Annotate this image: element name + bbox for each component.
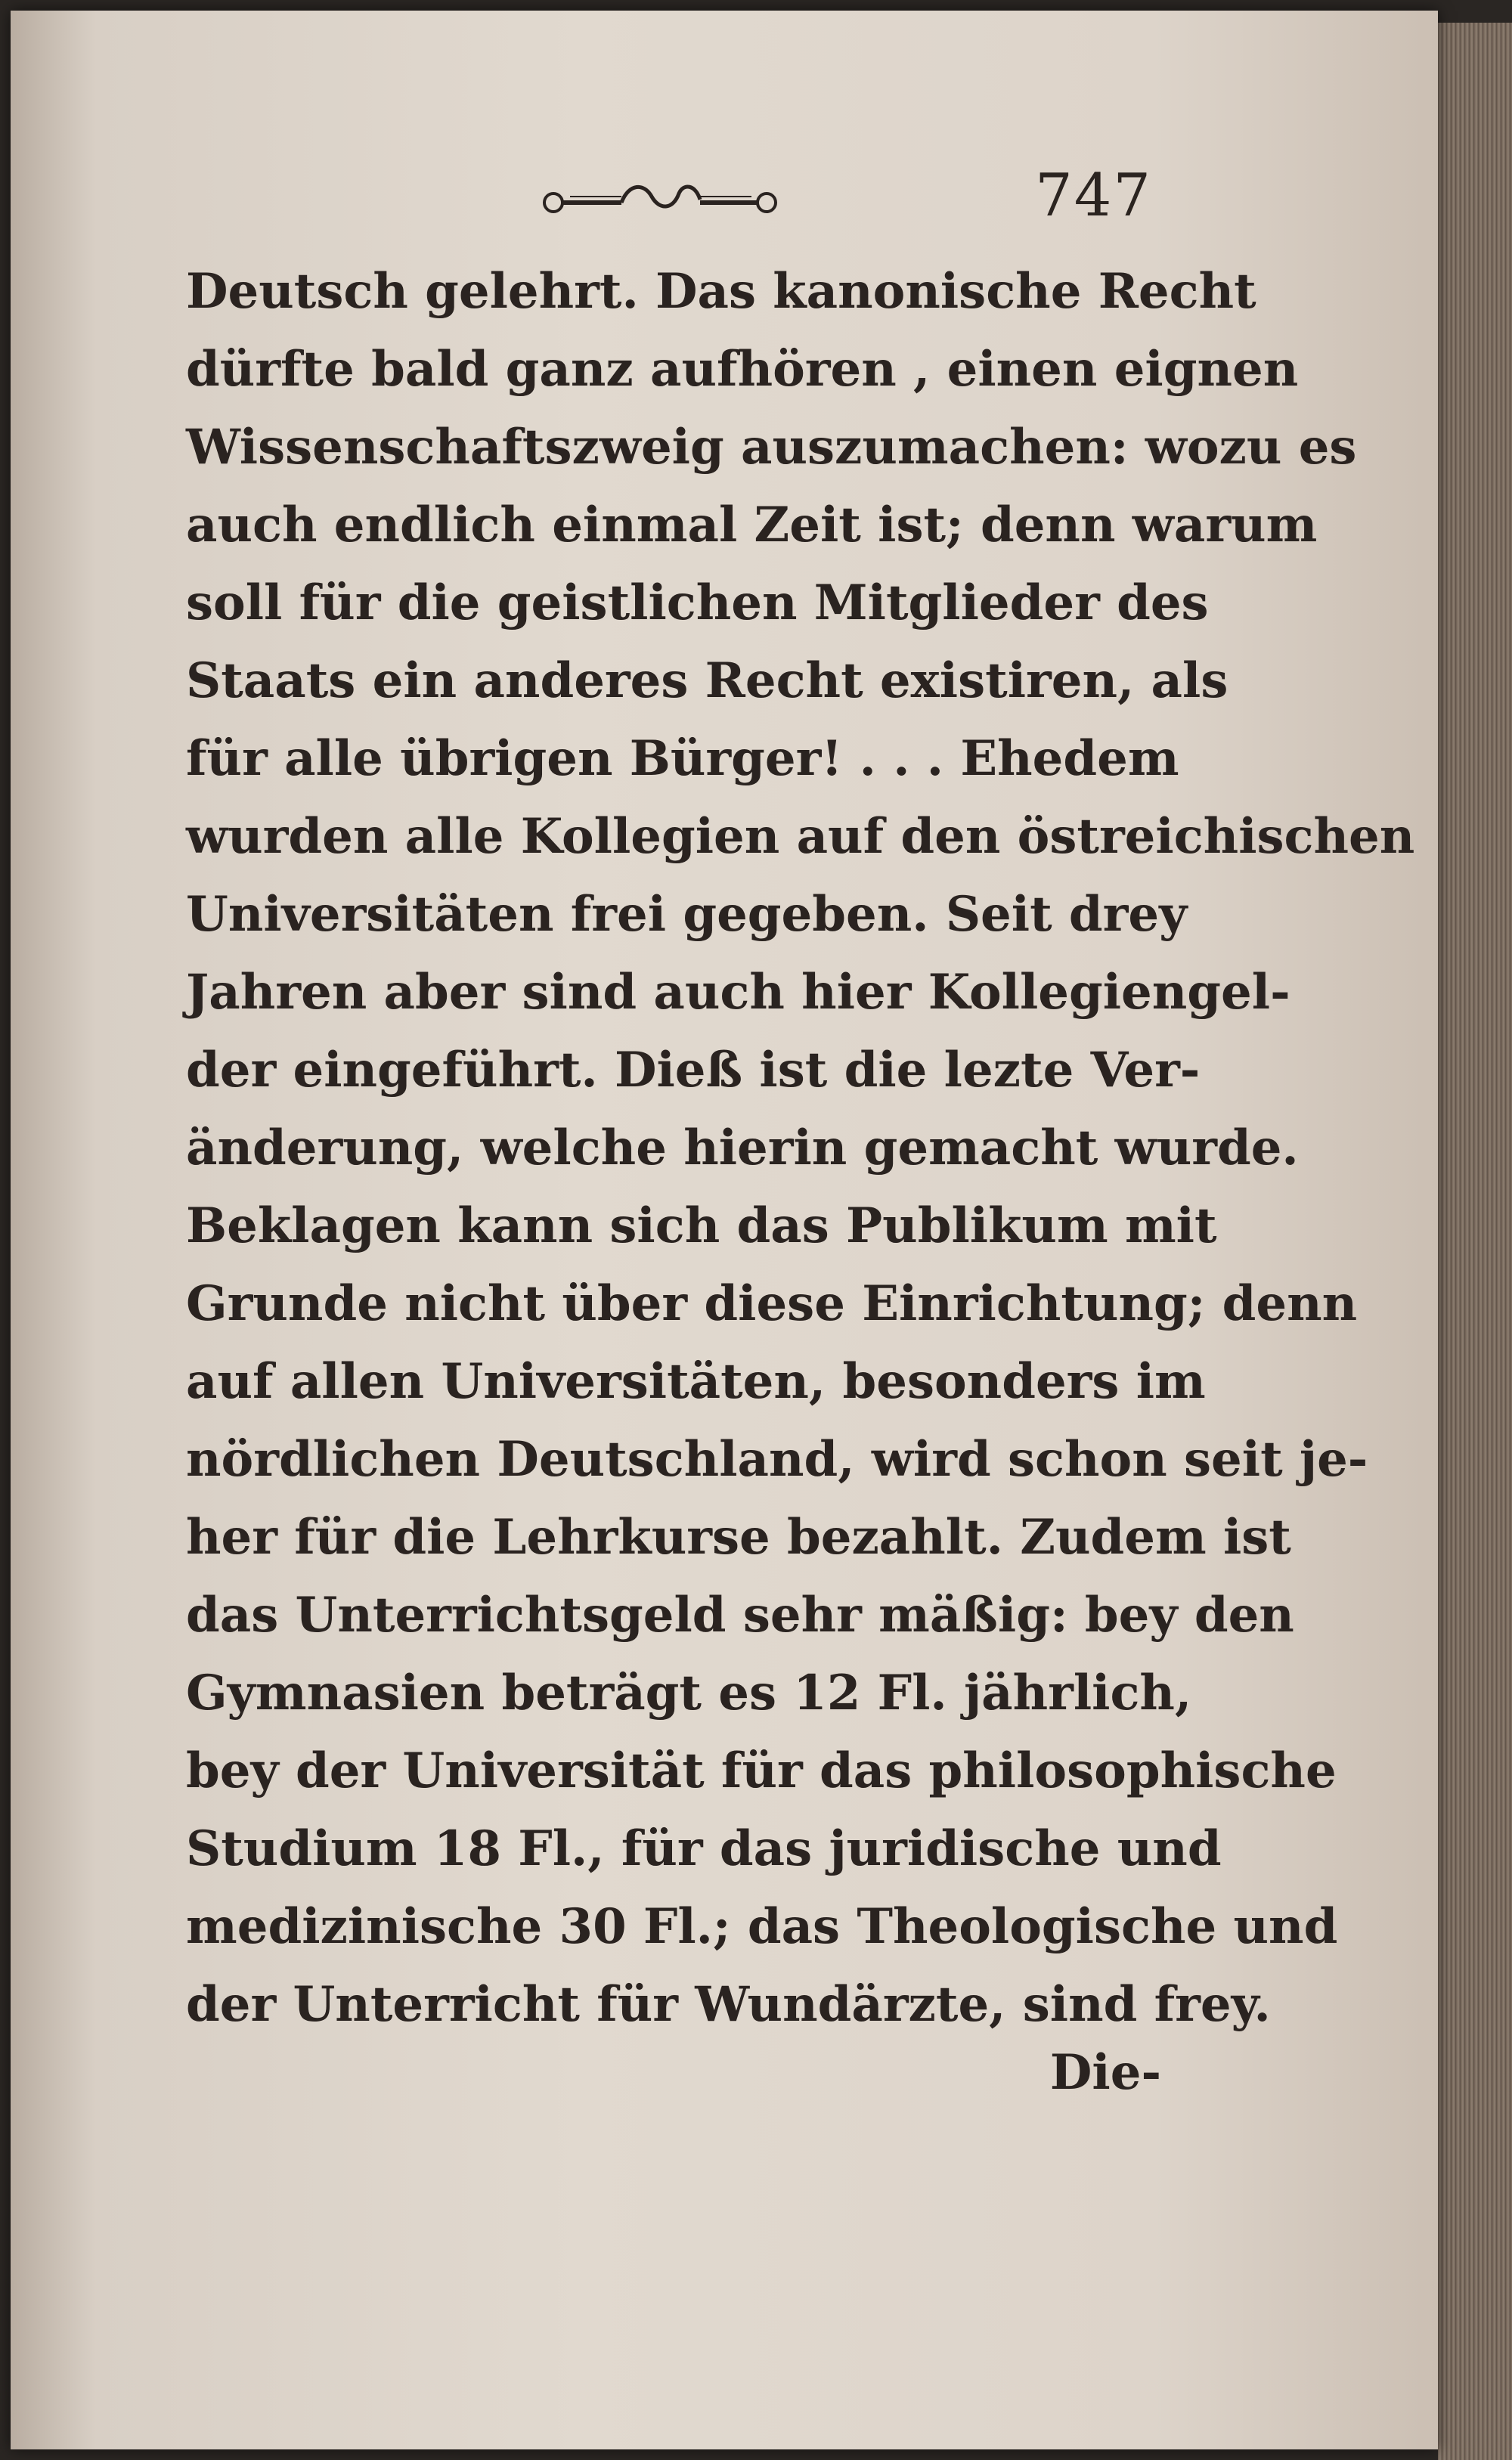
text-line: auf allen Universitäten, besonders im	[186, 1353, 1206, 1410]
text-line: soll für die geistlichen Mitglieder des	[186, 575, 1209, 631]
text-line: Wissenschaftszweig auszumachen: wozu es	[186, 419, 1357, 476]
page-number: 747	[1035, 162, 1152, 230]
text-line: nördlichen Deutschland, wird schon seit je-	[186, 1431, 1368, 1488]
text-line: das Unterrichtsgeld sehr mäßig: bey den	[186, 1587, 1294, 1644]
text-line: dürfte bald ganz aufhören , einen eignen	[186, 341, 1299, 398]
text-line: auch endlich einmal Zeit ist; denn warum	[186, 497, 1318, 553]
page-edges	[1438, 23, 1512, 2460]
catchword: Die-	[1049, 2044, 1161, 2101]
text-line: Grunde nicht über diese Einrichtung; denn	[186, 1275, 1358, 1332]
text-line: bey der Universität für das philosophische	[186, 1743, 1337, 1799]
text-line: der eingeführt. Dieß ist die lezte Ver-	[186, 1042, 1201, 1098]
text-line: her für die Lehrkurse bezahlt. Zudem ist	[186, 1509, 1291, 1566]
text-line: Gymnasien beträgt es 12 Fl. jährlich,	[186, 1665, 1192, 1721]
text-line: änderung, welche hierin gemacht wurde.	[186, 1120, 1299, 1176]
text-line: Studium 18 Fl., für das juridische und	[186, 1820, 1222, 1877]
text-line: Jahren aber sind auch hier Kollegiengel-	[186, 964, 1290, 1021]
text-line: Universitäten frei gegeben. Seit drey	[186, 886, 1188, 943]
text-line: für alle übrigen Bürger! . . . Ehedem	[186, 730, 1179, 787]
body-text	[186, 253, 1415, 2043]
ornament-icon	[540, 177, 782, 225]
book-page	[11, 11, 1438, 2449]
text-line: Beklagen kann sich das Publikum mit	[186, 1197, 1217, 1254]
text-line: Staats ein anderes Recht existiren, als	[186, 652, 1228, 709]
text-line: medizinische 30 Fl.; das Theologische und	[186, 1898, 1338, 1955]
text-line: Deutsch gelehrt. Das kanonische Recht	[186, 263, 1256, 320]
text-line: wurden alle Kollegien auf den östreichischen	[186, 808, 1415, 865]
text-line: der Unterricht für Wundärzte, sind frey.	[186, 1976, 1271, 2033]
